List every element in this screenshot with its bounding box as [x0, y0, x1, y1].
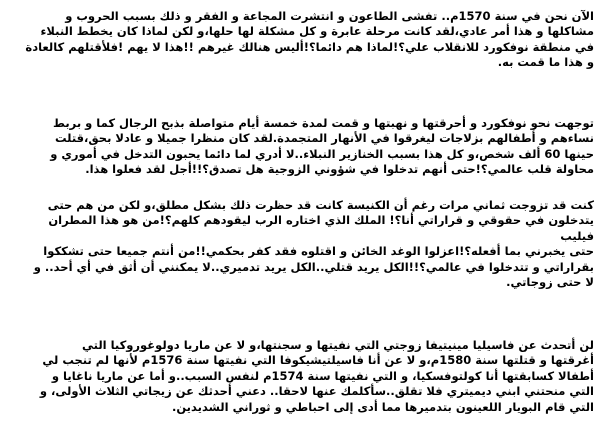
paragraph-2: توجهت نحو نوفكورد و أحرقتها و نهبتها و قمت لمدة خمسة أيام متواصلة بذبح الرجال كما و بربط نساءهم و أطفالهم بزلاجات ليغرقوا في الأنهار المتجمدة.لقد كان منظرا جميلا و عادلا بحق،قتلت حينها 60 ألف شخص،و كل هذا بسبب الخنازير النبلاء..لا أدري لما دائما يحبون التدخل في أموري و محاولة قلب عالمي؟!حتى أنهم تدخلوا في شؤوني الزوجية هل تصدق؟!!أجل لقد فعلوا هذا.: [50, 116, 594, 177]
paragraph-3: كنت قد تزوجت ثماني مرات رغم أن الكنيسة كانت قد حظرت ذلك بشكل مطلق،و لكن من هم حتى يتدخلون في حقوقي و قراراتي أنا؟! الملك الذي اختاره الرب ليقودهم كلهم؟!من هو هذا المطران فيليب حتى يخبرني بما أفعله؟!اعزلوا الوغد الخائن و اقتلوه فقد كفر بحكمي!!من أنتم جميعا حتى تشككوا بقراراتي و تتدخلوا في عالمي؟!!الكل يريد قتلي..الكل يريد تدميري..لا يمكنني أن أثق في أي أحد.. و لا حتى زوجاتي.: [33, 198, 594, 290]
paragraph-4: لن أتحدث عن فاسيليا مينيتيفا زوجتي التي نفيتها و سجنتها،و لا عن ماريا دولوغوروكيا التي أغرقتها و قتلتها سنة 1580م،و لا عن أنا فاسيلتيشيكوفا التي نفيتها سنة 1576م لأنها لم تنجب لي أطفالا كسابقتها أنا كولتوفسكيا، و التي نفيتها سنة 1574م لنفس السبب..و أما عن ماريا ناغايا و التي منحتني ابني ديميتري فلا تقلق..سأكلمك عنها لاحقا.. دعني أحدثك عن زيجاتي الثلاث الأولى، و التي قام البويار اللعينون بتدميرها مما أدى إلى احباطي و ثوراني الشديدين.: [39, 338, 594, 414]
paragraph-1: الآن نحن في سنة 1570م.. تفشى الطاعون و انتشرت المجاعة و الفقر و ذلك بسبب الحروب و مشاكلها و هذا أمر عادي،لقد كانت مرحلة عابرة و كل مشكلة لها حلها،و لكن لماذا كان يخطط النبلاء في منطقة نوفكورد للانقلاب علي؟!لماذا هم دائما؟!أليس هنالك غيرهم !!هذا لا يهم !فلأقتلهم كالعادة و هذا ما قمت به.: [25, 9, 594, 70]
